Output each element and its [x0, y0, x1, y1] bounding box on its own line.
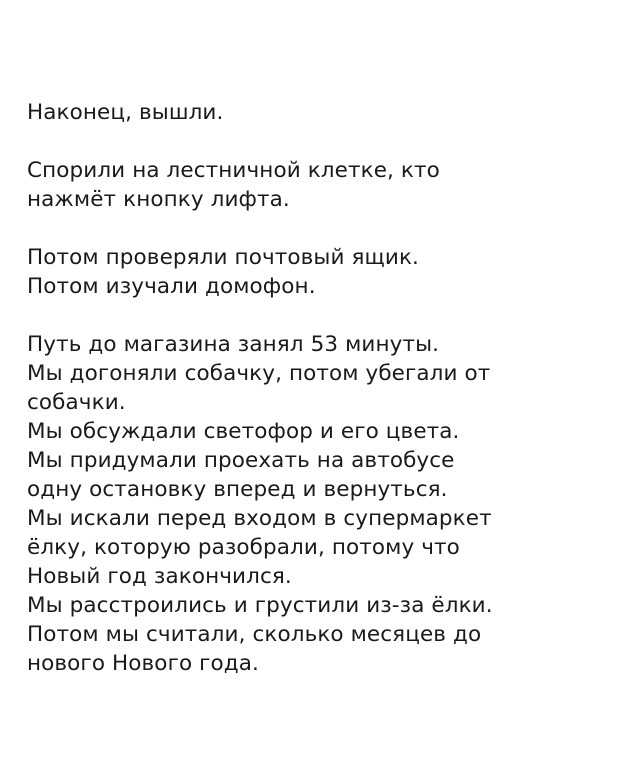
text-line: Спорили на лестничной клетке, кто — [27, 158, 440, 183]
text-line: Новый год закончился. — [27, 564, 292, 589]
text-line: Наконец, вышли. — [27, 100, 224, 125]
text-line: Мы обсуждали светофор и его цвета. — [27, 419, 460, 444]
text-line: Мы расстроились и грустили из-за ёлки. — [27, 593, 493, 618]
story-text — [27, 98, 627, 707]
text-line: Потом проверяли почтовый ящик. — [27, 245, 419, 270]
paragraph-2 — [27, 156, 627, 214]
text-line: Потом изучали домофон. — [27, 274, 316, 299]
text-line: Путь до магазина занял 53 минуты. — [27, 332, 440, 357]
text-line: собачки. — [27, 390, 126, 415]
text-line: нажмёт кнопку лифта. — [27, 187, 290, 212]
text-line: Мы искали перед входом в супермаркет — [27, 506, 492, 531]
paragraph-1 — [27, 98, 627, 127]
paragraph-4 — [27, 330, 627, 678]
text-line: нового Нового года. — [27, 651, 259, 676]
text-line: одну остановку вперед и вернуться. — [27, 477, 448, 502]
text-line: ёлку, которую разобрали, потому что — [27, 535, 460, 560]
text-line: Потом мы считали, сколько месяцев до — [27, 622, 482, 647]
text-line: Мы догоняли собачку, потом убегали от — [27, 361, 491, 386]
text-line: Мы придумали проехать на автобусе — [27, 448, 455, 473]
paragraph-3 — [27, 243, 627, 301]
